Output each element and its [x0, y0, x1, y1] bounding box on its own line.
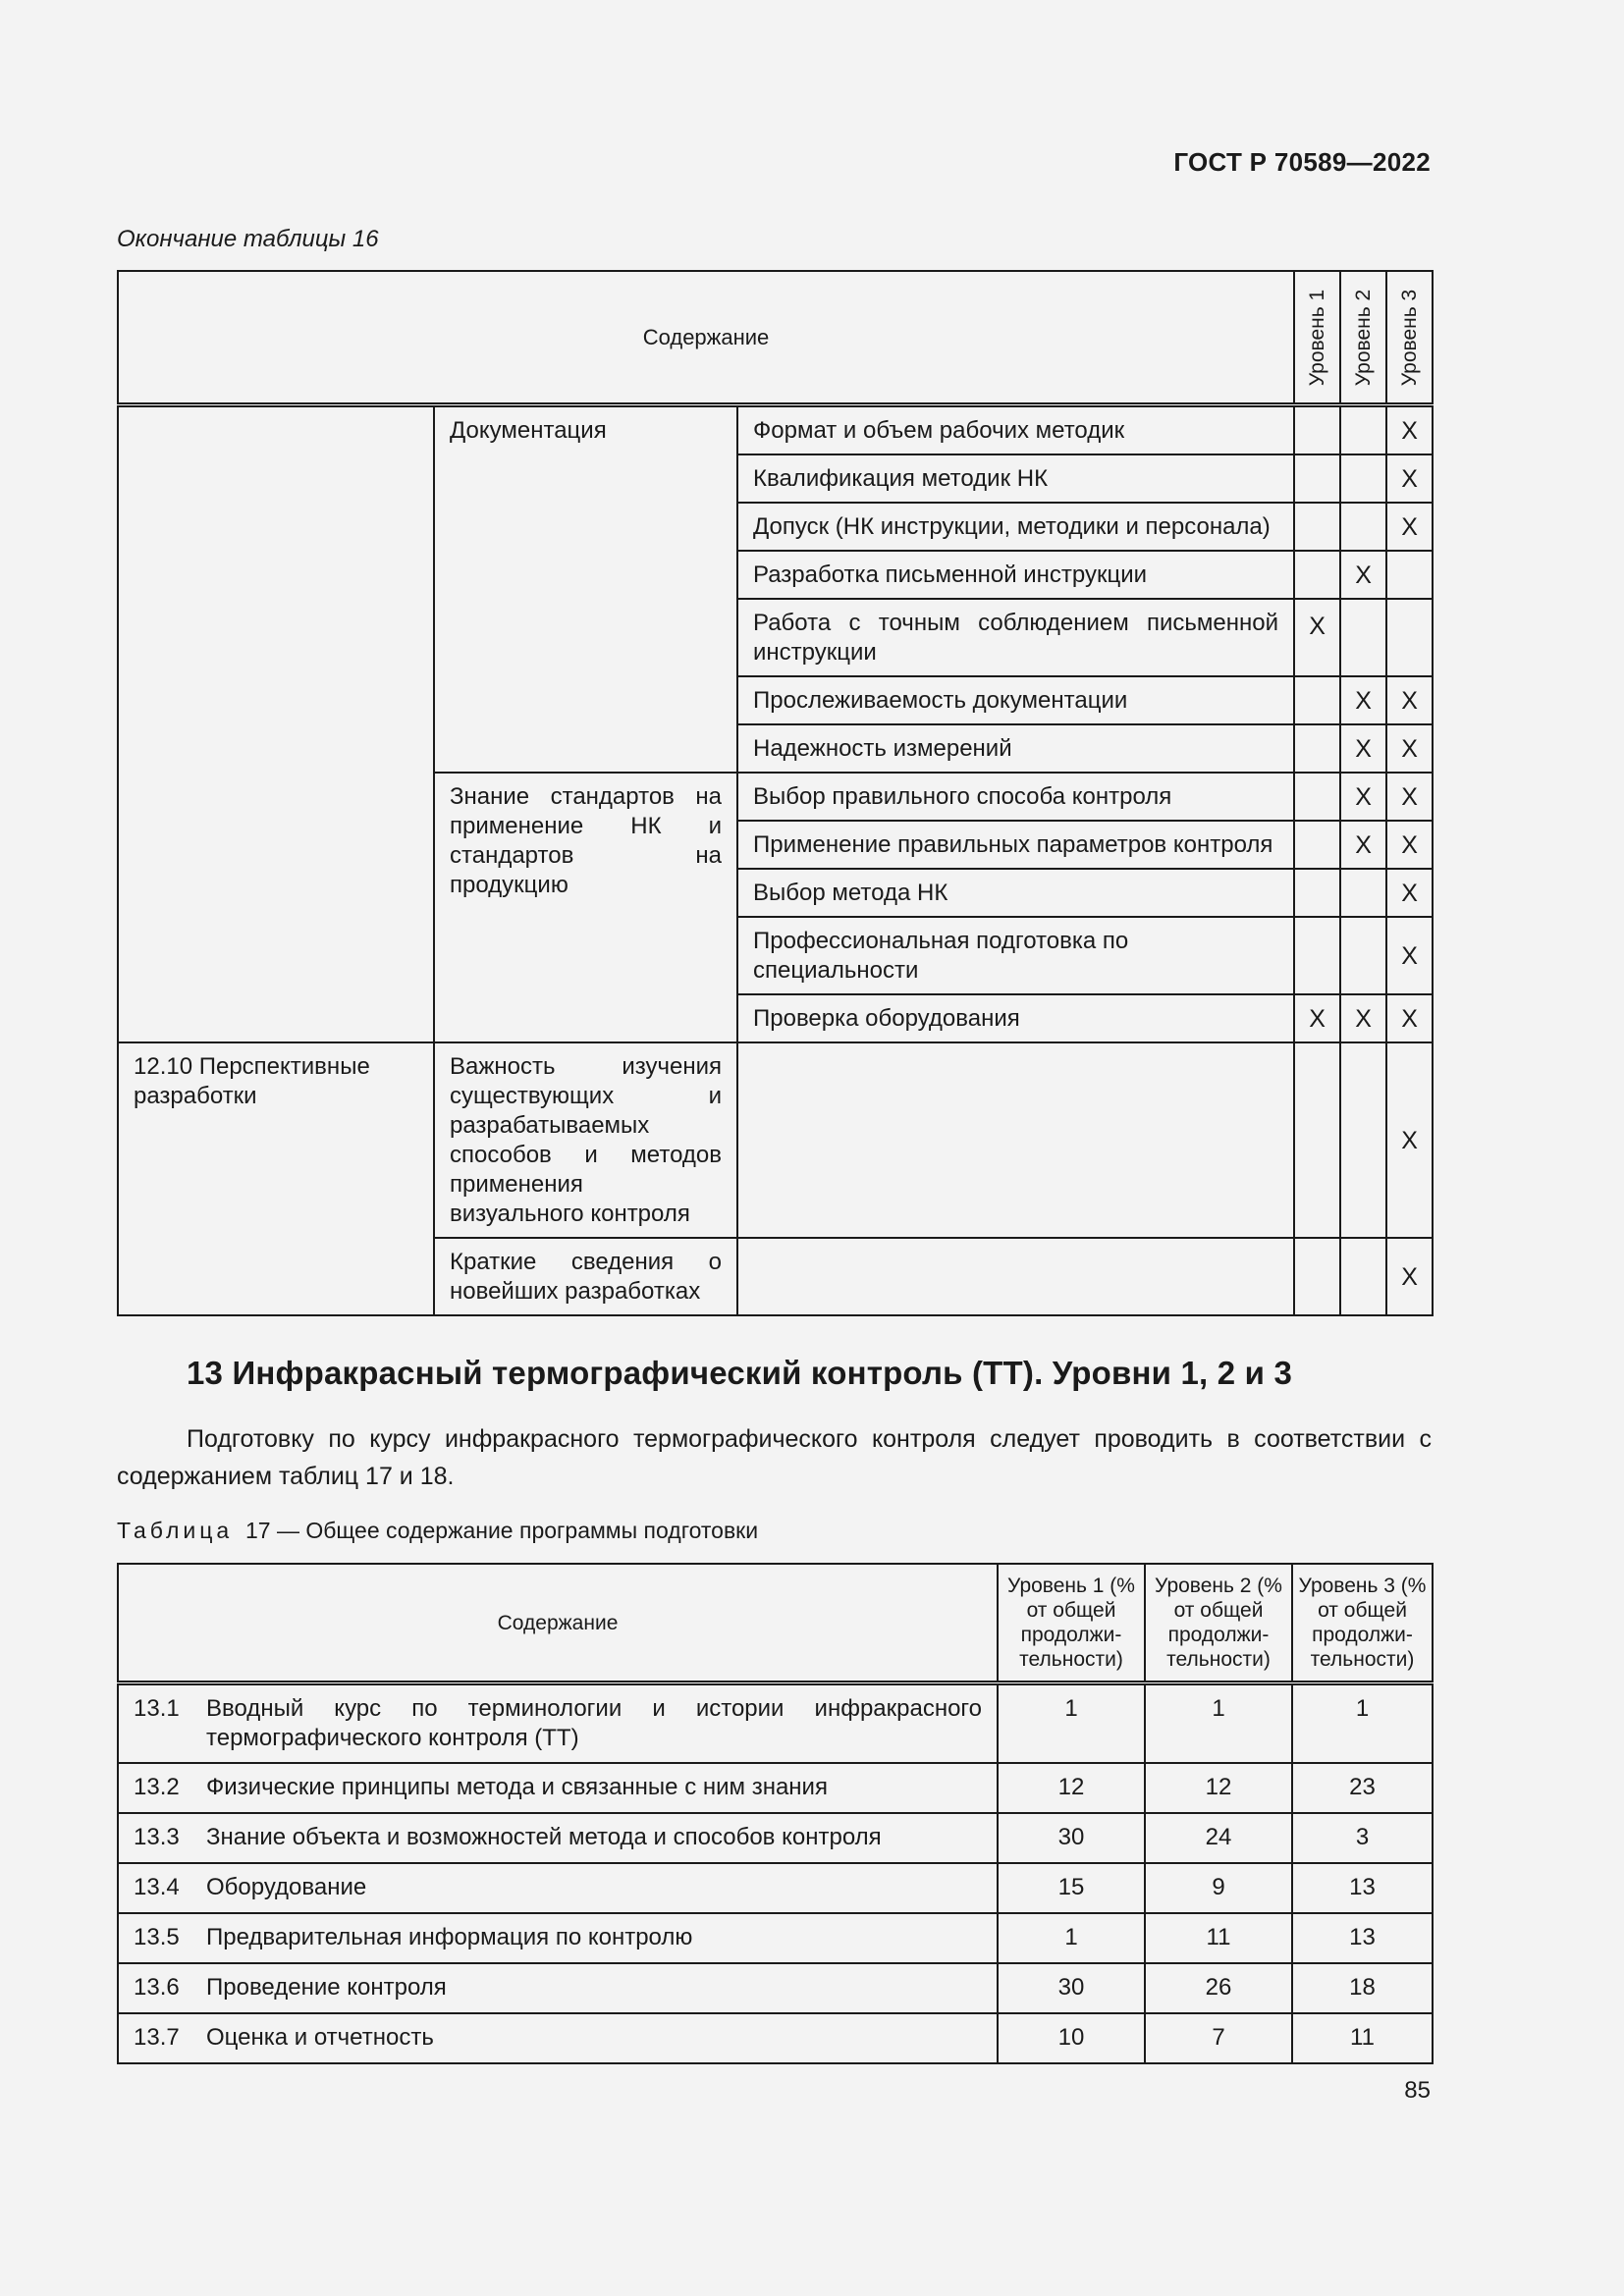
empty-item-cell	[737, 1238, 1294, 1315]
row-number: 13.2	[118, 1763, 206, 1813]
table-row	[118, 1963, 1433, 2013]
level-2-value: 9	[1145, 1863, 1292, 1913]
level-3-value: 1	[1292, 1683, 1433, 1764]
level-mark-l2	[1340, 869, 1386, 917]
level-mark-l2	[1340, 454, 1386, 503]
item-text: Формат и объем рабочих методик	[737, 405, 1294, 455]
header-content: Содержание	[118, 1564, 998, 1683]
item-text: Допуск (НК инструкции, методики и персонала)	[737, 503, 1294, 551]
item-text: Выбор правильного способа контроля	[737, 773, 1294, 821]
level-2-value: 1	[1145, 1683, 1292, 1764]
table-17	[117, 1563, 1434, 2064]
level-mark-l3: X	[1386, 454, 1433, 503]
level-mark-l3: X	[1386, 821, 1433, 869]
level-mark-l1	[1294, 405, 1340, 455]
level-2-value: 24	[1145, 1813, 1292, 1863]
level-mark-l1	[1294, 1238, 1340, 1315]
row-number: 13.4	[118, 1863, 206, 1913]
level-3-value: 18	[1292, 1963, 1433, 2013]
level-mark-l2	[1340, 917, 1386, 994]
level-3-value: 13	[1292, 1913, 1433, 1963]
item-text: Проверка оборудования	[737, 994, 1294, 1042]
level-mark-l2	[1340, 1042, 1386, 1238]
header-level-2: Уровень 2	[1340, 271, 1386, 405]
header-level-1: Уровень 1	[1294, 271, 1340, 405]
level-mark-l1	[1294, 551, 1340, 599]
header-level-3: Уровень 3	[1386, 271, 1433, 405]
topic-cell: Документация	[434, 405, 737, 774]
level-mark-l1: X	[1294, 599, 1340, 676]
level-mark-l3	[1386, 551, 1433, 599]
table-row	[118, 2013, 1433, 2063]
section-13-title: 13 Инфракрасный термографический контроль (ТТ). Уровни 1, 2 и 3	[187, 1355, 1293, 1391]
level-mark-l1	[1294, 676, 1340, 724]
level-mark-l3: X	[1386, 405, 1433, 455]
row-number: 13.6	[118, 1963, 206, 2013]
item-text: Прослеживаемость документации	[737, 676, 1294, 724]
row-text: Физические принципы метода и связанные с ним знания	[206, 1763, 998, 1813]
level-mark-l1	[1294, 1042, 1340, 1238]
level-1-value: 12	[998, 1763, 1145, 1813]
level-mark-l1	[1294, 821, 1340, 869]
row-number: 13.5	[118, 1913, 206, 1963]
level-mark-l3: X	[1386, 1238, 1433, 1315]
item-text: Применение правильных параметров контроля	[737, 821, 1294, 869]
level-mark-l2	[1340, 503, 1386, 551]
level-1-value: 1	[998, 1913, 1145, 1963]
table-16-continuation-caption: Окончание таблицы 16	[117, 226, 379, 252]
table-17-caption-title: 17 — Общее содержание программы подготовки	[244, 1518, 759, 1543]
level-1-value: 30	[998, 1813, 1145, 1863]
header-level-1: Уровень 1 (% от общей продолжи-тельности)	[998, 1564, 1145, 1683]
level-3-value: 3	[1292, 1813, 1433, 1863]
item-text: Разработка письменной инструкции	[737, 551, 1294, 599]
table-row	[118, 1813, 1433, 1863]
row-number: 13.7	[118, 2013, 206, 2063]
table-17-caption-word: Таблица	[117, 1518, 234, 1543]
level-mark-l1	[1294, 773, 1340, 821]
row-number: 13.3	[118, 1813, 206, 1863]
row-text: Проведение контроля	[206, 1963, 998, 2013]
level-mark-l1	[1294, 917, 1340, 994]
table-row	[118, 405, 1433, 455]
level-mark-l2: X	[1340, 773, 1386, 821]
table-row	[118, 1042, 1433, 1238]
level-mark-l3: X	[1386, 724, 1433, 773]
level-mark-l2: X	[1340, 676, 1386, 724]
level-mark-l2	[1340, 405, 1386, 455]
table-17-caption	[117, 1518, 758, 1544]
level-mark-l2: X	[1340, 551, 1386, 599]
header-content: Содержание	[118, 271, 1294, 405]
level-mark-l3: X	[1386, 503, 1433, 551]
level-mark-l2	[1340, 599, 1386, 676]
level-3-value: 23	[1292, 1763, 1433, 1813]
level-mark-l2: X	[1340, 724, 1386, 773]
row-text: Предварительная информация по контролю	[206, 1913, 998, 1963]
blank-section-cell	[118, 405, 434, 1043]
row-text: Вводный курс по терминологии и истории инфракрасного термографического контроля (ТТ)	[206, 1683, 998, 1764]
level-3-value: 13	[1292, 1863, 1433, 1913]
level-mark-l3: X	[1386, 869, 1433, 917]
table-header-row	[118, 271, 1433, 405]
level-mark-l3: X	[1386, 773, 1433, 821]
table-row	[118, 1863, 1433, 1913]
header-level-3: Уровень 3 (% от общей продолжи-тельности)	[1292, 1564, 1433, 1683]
topic-cell: Важность изучения существующих и разрабатываемых способов и методов применения визуального контроля	[434, 1042, 737, 1238]
item-text: Профессиональная подготовка по специальности	[737, 917, 1294, 994]
item-text: Надежность измерений	[737, 724, 1294, 773]
level-2-value: 26	[1145, 1963, 1292, 2013]
level-mark-l3: X	[1386, 994, 1433, 1042]
level-mark-l3: X	[1386, 917, 1433, 994]
level-1-value: 10	[998, 2013, 1145, 2063]
page-number: 85	[1404, 2077, 1431, 2104]
level-mark-l1	[1294, 869, 1340, 917]
table-row	[118, 1763, 1433, 1813]
table-row	[118, 1683, 1433, 1764]
row-text: Оценка и отчетность	[206, 2013, 998, 2063]
level-mark-l1: X	[1294, 994, 1340, 1042]
level-mark-l2: X	[1340, 821, 1386, 869]
row-number: 13.1	[118, 1683, 206, 1764]
item-text: Работа с точным соблюдением письменной инструкции	[737, 599, 1294, 676]
topic-cell: Знание стандартов на применение НК и стандартов на продукцию	[434, 773, 737, 1042]
level-mark-l3: X	[1386, 1042, 1433, 1238]
empty-item-cell	[737, 1042, 1294, 1238]
document-code: ГОСТ Р 70589—2022	[1173, 147, 1431, 177]
item-text: Выбор метода НК	[737, 869, 1294, 917]
level-mark-l1	[1294, 724, 1340, 773]
level-mark-l1	[1294, 503, 1340, 551]
table-row	[118, 1913, 1433, 1963]
level-mark-l2: X	[1340, 994, 1386, 1042]
level-mark-l3: X	[1386, 676, 1433, 724]
header-level-2: Уровень 2 (% от общей продолжи-тельности)	[1145, 1564, 1292, 1683]
level-mark-l1	[1294, 454, 1340, 503]
level-2-value: 11	[1145, 1913, 1292, 1963]
level-2-value: 12	[1145, 1763, 1292, 1813]
item-text: Квалификация методик НК	[737, 454, 1294, 503]
section-13-paragraph: Подготовку по курсу инфракрасного термографического контроля следует проводить в соответствии с содержанием таблиц 17 и 18.	[117, 1425, 1432, 1490]
level-2-value: 7	[1145, 2013, 1292, 2063]
row-text: Оборудование	[206, 1863, 998, 1913]
level-1-value: 1	[998, 1683, 1145, 1764]
level-mark-l2	[1340, 1238, 1386, 1315]
row-text: Знание объекта и возможностей метода и способов контроля	[206, 1813, 998, 1863]
table-header-row	[118, 1564, 1433, 1683]
section-12-10-title: 12.10 Перспективные разработки	[118, 1042, 434, 1315]
level-3-value: 11	[1292, 2013, 1433, 2063]
level-mark-l3	[1386, 599, 1433, 676]
level-1-value: 15	[998, 1863, 1145, 1913]
table-16	[117, 270, 1434, 1316]
topic-cell: Краткие сведения о новейших разработках	[434, 1238, 737, 1315]
level-1-value: 30	[998, 1963, 1145, 2013]
